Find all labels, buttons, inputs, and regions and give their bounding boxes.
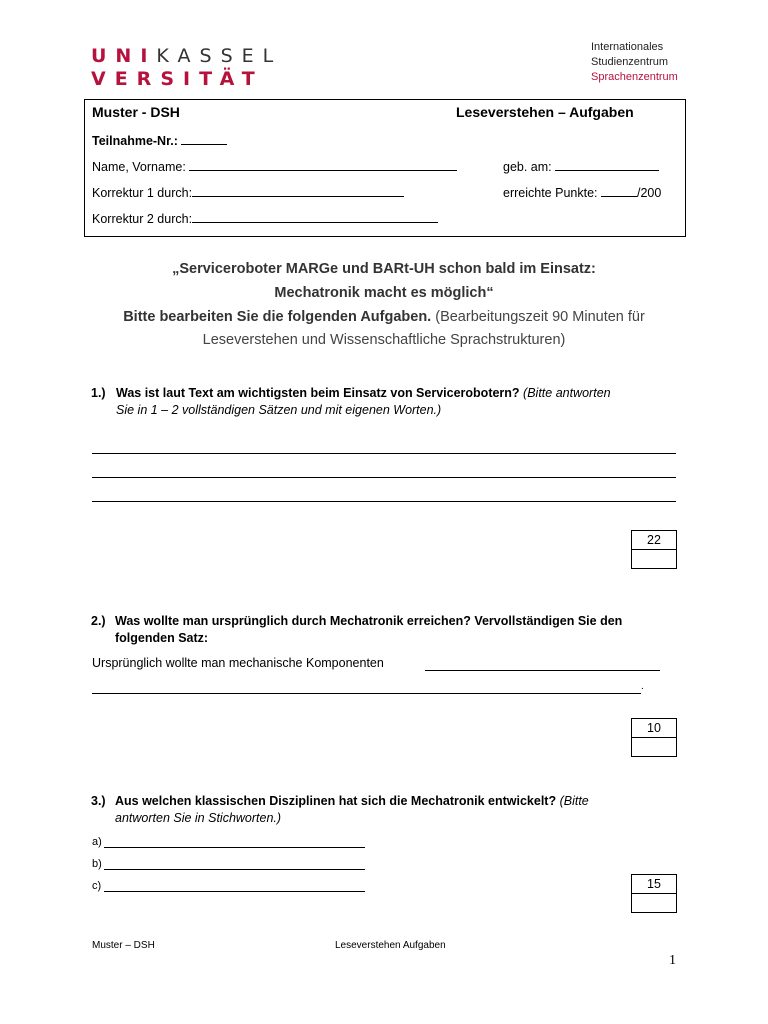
- article-title-line-2: Mechatronik macht es möglich“: [274, 285, 494, 301]
- question-1-number: 1.): [91, 386, 106, 400]
- participant-number-field[interactable]: [181, 133, 227, 145]
- question-3-hint-b: antworten Sie in Stichworten.): [115, 811, 282, 825]
- question-2-number: 2.): [91, 614, 106, 628]
- name-row: [92, 159, 457, 174]
- points-field[interactable]: [601, 185, 637, 197]
- points-label: erreichte Punkte:: [503, 186, 598, 200]
- answer-line-3c[interactable]: [104, 891, 365, 892]
- sentence-end-dot: .: [641, 681, 644, 692]
- instruction-bold: Bitte bearbeiten Sie die folgenden Aufgaben.: [123, 309, 432, 325]
- answer-line-2b[interactable]: [92, 693, 641, 694]
- question-2-sentence: Ursprünglich wollte man mechanische Komponenten: [92, 656, 384, 670]
- question-2-prompt-a: Was wollte man ursprünglich durch Mechatronik erreichen? Vervollständigen Sie den: [115, 614, 623, 628]
- instruction-line-2: Leseverstehen und Wissenschaftliche Sprachstrukturen): [202, 332, 566, 348]
- question-2-prompt-b: folgenden Satz:: [115, 631, 209, 645]
- korrektur2-row: [92, 211, 438, 226]
- korrektur1-field[interactable]: [192, 185, 404, 197]
- birth-label: geb. am:: [503, 160, 552, 174]
- answer-line-1a[interactable]: [92, 453, 676, 454]
- birth-row: [503, 159, 659, 174]
- university-logo-line-2: [91, 69, 264, 89]
- participant-form-box: [84, 99, 686, 237]
- logo-accent-1: UNI: [91, 45, 157, 67]
- instruction-line: [0, 308, 768, 326]
- answer-line-2a[interactable]: [425, 670, 660, 671]
- points-max: /200: [636, 186, 662, 200]
- university-logo-line-1: [91, 46, 282, 66]
- korrektur2-field[interactable]: [192, 211, 438, 223]
- participant-number-row: [92, 133, 227, 148]
- instruction-time: (Bearbeitungszeit 90 Minuten für: [431, 309, 645, 325]
- score-box-2-field[interactable]: [632, 738, 676, 756]
- question-3-number: 3.): [91, 794, 106, 808]
- score-box-1-max: 22: [632, 531, 676, 550]
- question-1-hint-a: (Bitte antworten: [519, 386, 611, 400]
- answer-line-1b[interactable]: [92, 477, 676, 478]
- score-box-2-max: 10: [632, 719, 676, 738]
- footer-left: Muster – DSH: [92, 940, 155, 951]
- birth-field[interactable]: [555, 159, 659, 171]
- korrektur2-label: Korrektur 2 durch:: [92, 212, 193, 226]
- answer-line-1c[interactable]: [92, 501, 676, 502]
- question-3-hint-a: (Bitte: [556, 794, 589, 808]
- question-1-hint-b: Sie in 1 – 2 vollständigen Sätzen und mit eigenen Worten.): [116, 403, 442, 417]
- score-box-3: [631, 874, 677, 913]
- answer-line-3b[interactable]: [104, 869, 365, 870]
- item-c-label: c): [92, 880, 102, 892]
- footer-center: Leseverstehen Aufgaben: [335, 940, 446, 951]
- question-3-prompt: Aus welchen klassischen Disziplinen hat sich die Mechatronik entwickelt?: [115, 794, 557, 808]
- form-title-left: Muster - DSH: [92, 104, 180, 120]
- question-2-text: [115, 613, 622, 647]
- logo-text-1: KASSEL: [156, 45, 283, 67]
- org-line-1: Internationales: [591, 41, 664, 53]
- score-box-3-field[interactable]: [632, 894, 676, 912]
- points-row: [503, 185, 661, 200]
- item-b-label: b): [92, 858, 102, 870]
- name-label: Name, Vorname:: [92, 160, 186, 174]
- org-line-3: Sprachenzentrum: [591, 71, 678, 83]
- item-a-label: a): [92, 836, 102, 848]
- korrektur1-label: Korrektur 1 durch:: [92, 186, 193, 200]
- question-1-text: [116, 385, 611, 419]
- logo-accent-2: VERSIT: [91, 68, 220, 90]
- question-3-text: [115, 793, 589, 827]
- korrektur1-row: [92, 185, 404, 200]
- answer-line-3a[interactable]: [104, 847, 365, 848]
- score-box-2: [631, 718, 677, 757]
- article-title-line-1: „Serviceroboter MARGe und BARt-UH schon bald im Einsatz:: [172, 261, 596, 277]
- form-title-right: Leseverstehen – Aufgaben: [456, 104, 634, 120]
- logo-text-2: ÄT: [219, 68, 264, 90]
- score-box-1: [631, 530, 677, 569]
- score-box-3-max: 15: [632, 875, 676, 894]
- question-1-prompt: Was ist laut Text am wichtigsten beim Einsatz von Servicerobotern?: [116, 386, 520, 400]
- name-field[interactable]: [189, 159, 457, 171]
- participant-number-label: Teilnahme-Nr.:: [92, 134, 178, 148]
- org-line-2: Studienzentrum: [591, 56, 669, 68]
- score-box-1-field[interactable]: [632, 550, 676, 568]
- page-number: 1: [669, 953, 676, 968]
